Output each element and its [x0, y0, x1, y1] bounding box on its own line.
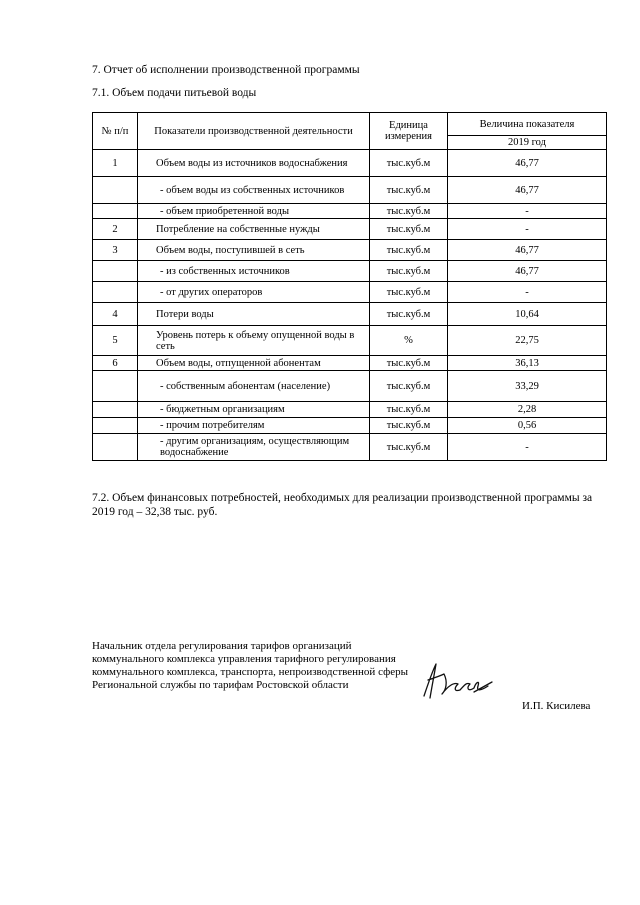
row-name: - прочим потребителям — [138, 418, 370, 434]
signatory-name: И.П. Кисилева — [522, 700, 591, 712]
row-unit: тыс.куб.м — [370, 177, 448, 204]
row-value: - — [448, 219, 607, 240]
header-year: 2019 год — [448, 136, 607, 150]
row-name: Потери воды — [138, 303, 370, 326]
row-num — [93, 371, 138, 402]
row-name: Объем воды из источников водоснабжения — [138, 150, 370, 177]
section-7-2-text: 7.2. Объем финансовых потребностей, необходимых для реализации производственной программы за 2019 год – 32,38 тыс. руб. — [92, 492, 593, 518]
table-row — [93, 150, 607, 177]
table-row — [93, 326, 607, 356]
table-row — [93, 204, 607, 219]
row-num — [93, 434, 138, 461]
row-unit: тыс.куб.м — [370, 303, 448, 326]
row-value: 10,64 — [448, 303, 607, 326]
header-value: Величина показателя — [448, 113, 607, 136]
row-value: - — [448, 282, 607, 303]
row-num — [93, 418, 138, 434]
row-value: 36,13 — [448, 356, 607, 371]
row-num: 6 — [93, 356, 138, 371]
row-value: 46,77 — [448, 240, 607, 261]
water-supply-table — [92, 112, 607, 461]
row-unit: тыс.куб.м — [370, 418, 448, 434]
row-unit: тыс.куб.м — [370, 371, 448, 402]
row-num — [93, 282, 138, 303]
table-row — [93, 418, 607, 434]
row-unit: % — [370, 326, 448, 356]
table-row — [93, 240, 607, 261]
row-value: 46,77 — [448, 150, 607, 177]
table-row — [93, 303, 607, 326]
row-num — [93, 261, 138, 282]
row-name: Потребление на собственные нужды — [138, 219, 370, 240]
header-indicator: Показатели производственной деятельности — [138, 113, 370, 150]
table-row — [93, 356, 607, 371]
row-name: - другим организациям, осуществляющим водоснабжение — [138, 434, 370, 461]
row-value: 0,56 — [448, 418, 607, 434]
row-value: 2,28 — [448, 402, 607, 418]
row-num — [93, 177, 138, 204]
row-name: Уровень потерь к объему опущенной воды в сеть — [138, 326, 370, 356]
table-row — [93, 402, 607, 418]
table-row — [93, 371, 607, 402]
row-name: - собственным абонентам (население) — [138, 371, 370, 402]
row-num — [93, 204, 138, 219]
row-num: 4 — [93, 303, 138, 326]
table-row — [93, 177, 607, 204]
header-num: № п/п — [93, 113, 138, 150]
row-value: - — [448, 434, 607, 461]
row-name: - от других операторов — [138, 282, 370, 303]
row-value: 22,75 — [448, 326, 607, 356]
row-num: 3 — [93, 240, 138, 261]
row-name: Объем воды, поступившей в сеть — [138, 240, 370, 261]
row-value: 46,77 — [448, 177, 607, 204]
row-name: - объем воды из собственных источников — [138, 177, 370, 204]
row-unit: тыс.куб.м — [370, 240, 448, 261]
table-row — [93, 434, 607, 461]
row-name: - бюджетным организациям — [138, 402, 370, 418]
signatory-position: Начальник отдела регулирования тарифов организаций коммунального комплекса управления тарифного регулирования коммунального комплекса, транспорта, непроизводственной сферы Региональной службы по тарифам Ростовской области — [92, 640, 408, 691]
row-unit: тыс.куб.м — [370, 204, 448, 219]
row-unit: тыс.куб.м — [370, 402, 448, 418]
row-name: - из собственных источников — [138, 261, 370, 282]
handwritten-signature — [418, 656, 498, 706]
row-unit: тыс.куб.м — [370, 434, 448, 461]
row-value: 46,77 — [448, 261, 607, 282]
row-unit: тыс.куб.м — [370, 219, 448, 240]
section-7-1-title: 7.1. Объем подачи питьевой воды — [92, 87, 257, 99]
row-unit: тыс.куб.м — [370, 282, 448, 303]
table-row — [93, 261, 607, 282]
row-unit: тыс.куб.м — [370, 356, 448, 371]
row-num: 5 — [93, 326, 138, 356]
row-name: Объем воды, отпущенной абонентам — [138, 356, 370, 371]
header-unit: Единица измерения — [370, 113, 448, 150]
row-value: - — [448, 204, 607, 219]
table-row — [93, 219, 607, 240]
row-unit: тыс.куб.м — [370, 150, 448, 177]
section-7-title: 7. Отчет об исполнении производственной программы — [92, 64, 360, 76]
row-num: 2 — [93, 219, 138, 240]
table-row — [93, 282, 607, 303]
row-unit: тыс.куб.м — [370, 261, 448, 282]
row-name: - объем приобретенной воды — [138, 204, 370, 219]
row-value: 33,29 — [448, 371, 607, 402]
row-num: 1 — [93, 150, 138, 177]
row-num — [93, 402, 138, 418]
